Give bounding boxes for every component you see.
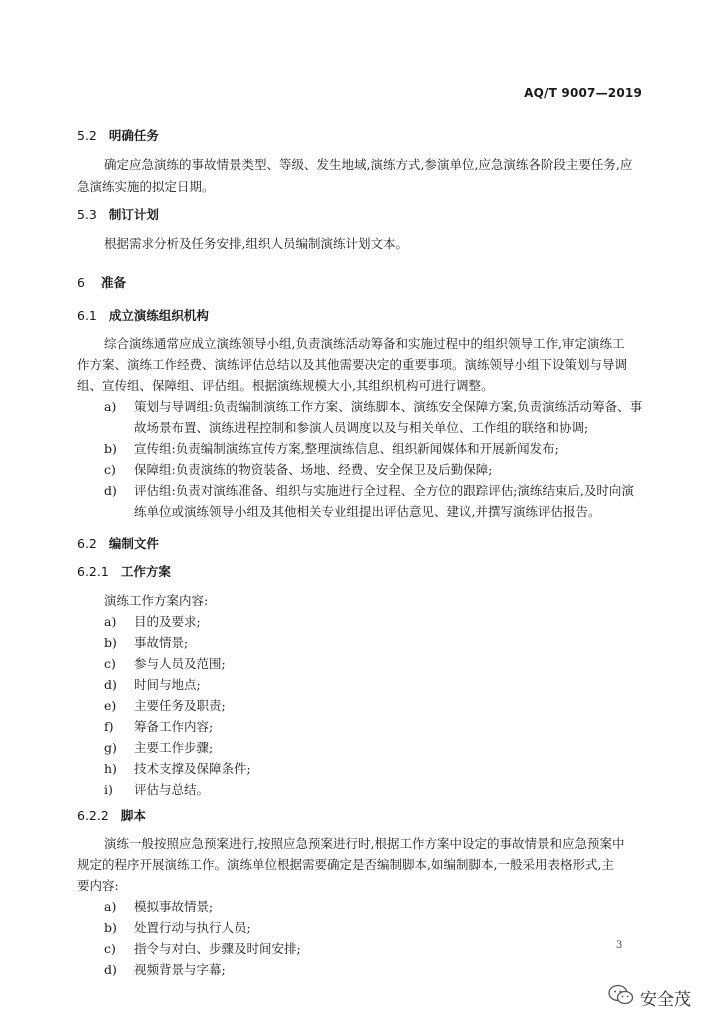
list-item-text: 练单位或演练领导小组及其他相关专业组提出评估意见、建议,并撰写演练评估报告。 — [134, 504, 601, 519]
section-6-2-1-intro: 演练工作方案内容: — [104, 593, 209, 608]
list-item-label: c) — [104, 462, 116, 477]
list-item-text: 评估与总结。 — [134, 782, 210, 797]
list-item-text: 指令与对白、步骤及时间安排; — [134, 941, 301, 956]
list-item-label: h) — [104, 761, 117, 776]
section-5-3-heading: 5.3 制订计划 — [77, 207, 159, 222]
list-item-text: 策划与导调组:负责编制演练工作方案、演练脚本、演练安全保障方案,负责演练活动筹备、事 — [134, 399, 643, 414]
section-6-1-line-2: 作方案、演练工作经费、演练评估总结以及其他需要决定的重要事项。演练领导小组下设策划与导调 — [77, 357, 628, 372]
wechat-icon — [608, 984, 634, 1010]
watermark — [608, 984, 691, 1010]
list-item-text: 评估组:负责对演练准备、组织与实施进行全过程、全方位的跟踪评估;演练结束后,及时向演 — [134, 483, 634, 498]
list-item-text: 时间与地点; — [134, 677, 201, 692]
list-item-label: c) — [104, 941, 116, 956]
list-item-label: c) — [104, 656, 116, 671]
list-item-text: 主要工作步骤; — [134, 740, 214, 755]
list-item-label: g) — [104, 740, 117, 755]
list-item-label: d) — [104, 483, 117, 498]
list-item-text: 事故情景; — [134, 635, 189, 650]
list-item-label: d) — [104, 677, 117, 692]
list-item-label: b) — [104, 635, 117, 650]
list-item-label: f) — [104, 719, 114, 734]
list-item-label: b) — [104, 920, 117, 935]
list-item-text: 保障组:负责演练的物资装备、场地、经费、安全保卫及后勤保障; — [134, 462, 493, 477]
list-item-text: 处置行动与执行人员; — [134, 920, 251, 935]
list-item-text: 筹备工作内容; — [134, 719, 214, 734]
list-item-text: 技术支撑及保障条件; — [134, 761, 251, 776]
list-item-label: a) — [104, 614, 117, 629]
section-6-2-2-line-3: 要内容: — [77, 878, 119, 893]
section-6-2-2-line-2: 规定的程序开展演练工作。演练单位根据需要确定是否编制脚本,如编制脚本,一般采用表格形式,主 — [77, 857, 614, 872]
section-6-2-1-heading: 6.2.1 工作方案 — [77, 564, 171, 579]
list-item-text: 目的及要求; — [134, 614, 201, 629]
section-5-3-line-1: 根据需求分析及任务安排,组织人员编制演练计划文本。 — [104, 236, 408, 251]
section-6-2-2-line-1: 演练一般按照应急预案进行,按照应急预案进行时,根据工作方案中设定的事故情景和应急预案中 — [104, 836, 625, 851]
list-item-text: 宣传组:负责编制演练宣传方案,整理演练信息、组织新闻媒体和开展新闻发布; — [134, 441, 559, 456]
list-item-text: 主要任务及职责; — [134, 698, 226, 713]
section-6-2-2-heading: 6.2.2 脚本 — [77, 808, 146, 823]
list-item-text: 故场景布置、演练进程控制和参演人员调度以及与相关单位、工作组的联络和协调; — [134, 420, 589, 435]
list-item-label: a) — [104, 399, 117, 414]
page-number: 3 — [616, 940, 623, 951]
section-6-1-heading: 6.1 成立演练组织机构 — [77, 308, 209, 323]
list-item-label: a) — [104, 899, 117, 914]
list-item-label: d) — [104, 962, 117, 977]
section-5-2-line-2: 急演练实施的拟定日期。 — [77, 179, 215, 194]
list-item-text: 视频背景与字幕; — [134, 962, 226, 977]
list-item-label: e) — [104, 698, 117, 713]
watermark-text: 安全茂 — [640, 989, 691, 1010]
list-item-text: 模拟事故情景; — [134, 899, 214, 914]
section-6-heading: 6 准备 — [77, 275, 126, 290]
list-item-label: b) — [104, 441, 117, 456]
section-5-2-heading: 5.2 明确任务 — [77, 128, 159, 143]
section-5-2-line-1: 确定应急演练的事故情景类型、等级、发生地域,演练方式,参演单位,应急演练各阶段主要任务,应 — [104, 157, 633, 172]
list-item-text: 参与人员及范围; — [134, 656, 226, 671]
section-6-2-heading: 6.2 编制文件 — [77, 536, 159, 551]
section-6-1-line-1: 综合演练通常应成立演练领导小组,负责演练活动筹备和实施过程中的组织领导工作,审定演练工 — [104, 336, 625, 351]
list-item-label: i) — [104, 782, 113, 797]
section-6-1-line-3: 组、宣传组、保障组、评估组。根据演练规模大小,其组织机构可进行调整。 — [77, 378, 494, 393]
standard-code: AQ/T 9007—2019 — [524, 86, 642, 100]
